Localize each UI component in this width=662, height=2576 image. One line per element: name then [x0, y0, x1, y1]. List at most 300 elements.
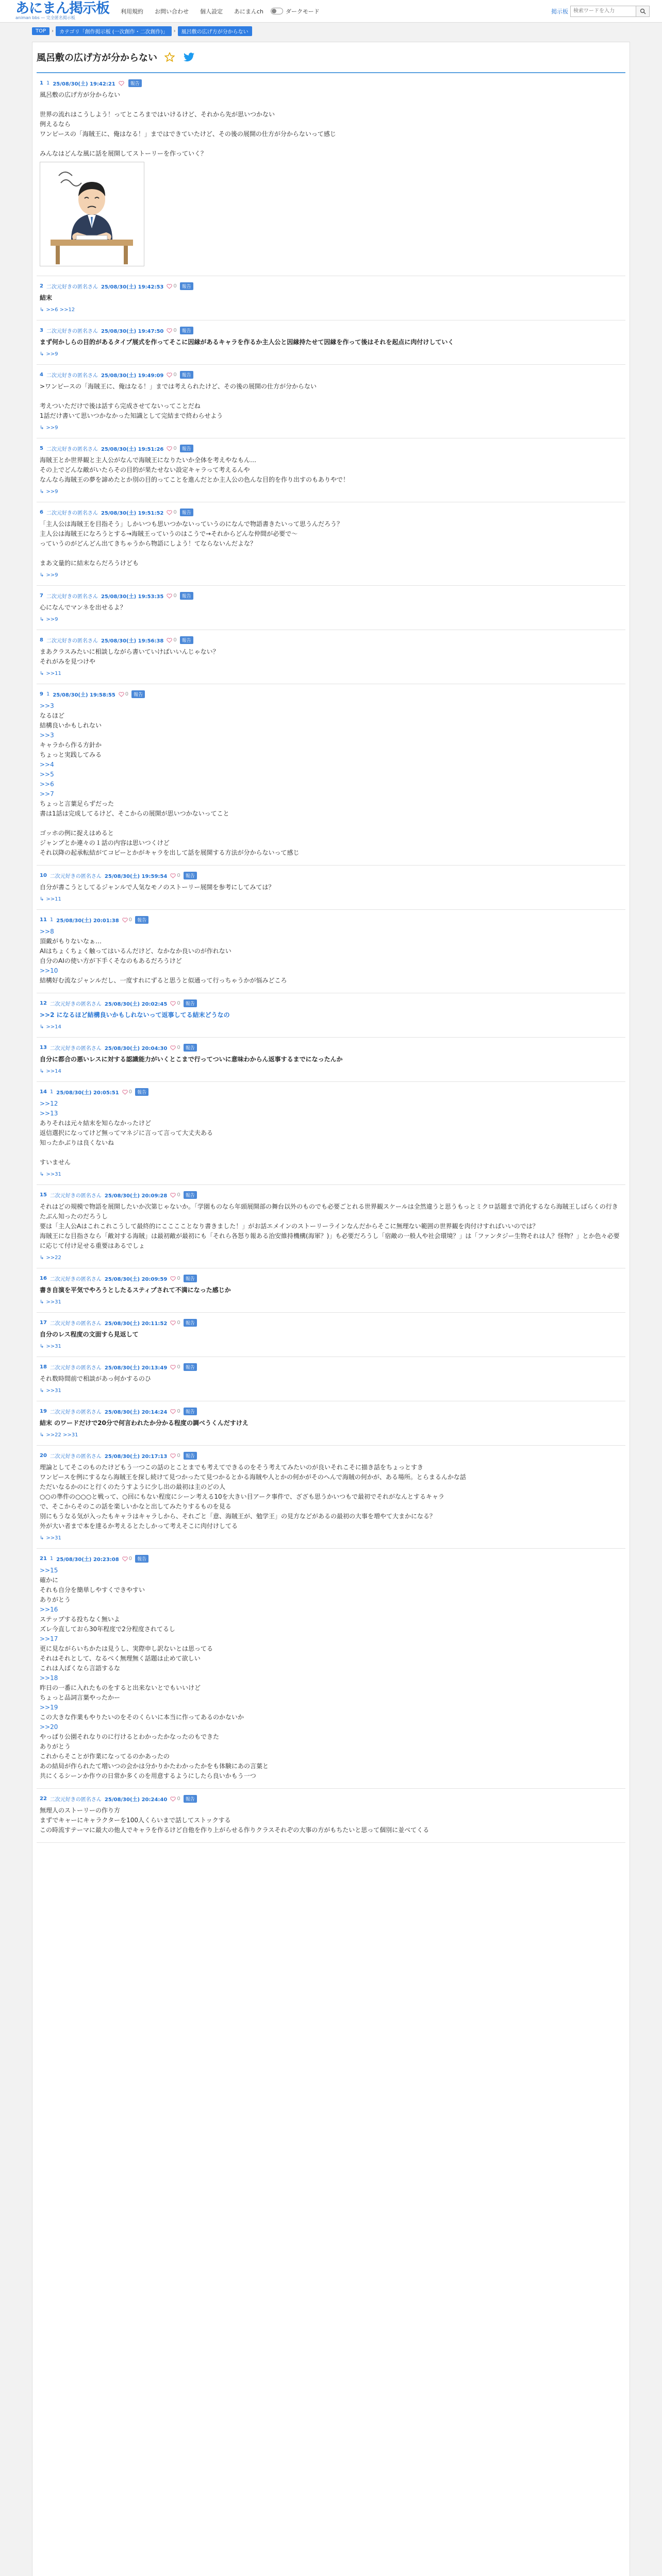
post-text-line: ジャンプとか連々の１話の内容は思いつくけど	[40, 839, 170, 846]
post-body	[40, 1055, 622, 1064]
logo-text: あにまん掲示板	[15, 0, 109, 16]
heart-icon	[167, 328, 172, 333]
post	[37, 73, 625, 276]
like-count: 0	[177, 1001, 180, 1006]
reply-arrow-icon: ↳	[40, 896, 44, 902]
like-button[interactable]	[170, 1364, 180, 1370]
like-button[interactable]	[167, 510, 176, 515]
post-text-line: 海賊王にな目指さなら「敵対する海賊」は最初敵が最初にも「それら各怒り報ある治安維持機構(海軍？)」も必要だろうし「宿敵の一般人や社会環境？」は「ファンタジー生物それは人？怪物？」とか色々必要に応じて付け足せる重要はあるでしょ	[40, 1232, 620, 1249]
reply-references[interactable]	[40, 425, 622, 431]
post-text-line: ありがとう	[40, 1743, 71, 1750]
post-text-line: 昨日の一番に入れたものをすると出来ないとでもいいけど	[40, 1684, 201, 1691]
breadcrumb	[0, 23, 662, 40]
post	[37, 502, 625, 586]
reply-reference-links[interactable]: >>9	[46, 617, 58, 622]
post-text-line: それはそれとして、なるべく無理無く話題は止めて欲しい	[40, 1655, 201, 1662]
reply-reference-links[interactable]: >>11	[46, 671, 61, 676]
post-number[interactable]: 19	[40, 1409, 47, 1414]
post-header	[40, 445, 622, 452]
post-number[interactable]: 6	[40, 510, 43, 515]
post-number[interactable]: 15	[40, 1192, 47, 1198]
like-button[interactable]	[167, 372, 176, 378]
post-author: 二次元好きの匿名さん	[49, 1797, 102, 1803]
breadcrumb-top[interactable]: TOP	[32, 27, 49, 35]
reply-anchor-link[interactable]: >>19	[40, 1704, 58, 1711]
report-button[interactable]: 報告	[180, 592, 193, 600]
post-text-line: 自分のAIの使い方が下手くそなのもあるだろうけど	[40, 957, 182, 964]
post-text-line: 確かに	[40, 1577, 59, 1584]
breadcrumb-category[interactable]: カテゴリ「創作掲示板 (一次創作・二次創作)」	[56, 26, 172, 36]
post	[37, 320, 625, 365]
reply-anchor-link[interactable]: >>20	[40, 1723, 58, 1731]
reply-references[interactable]	[40, 1255, 622, 1261]
reply-reference-links[interactable]: >>6 >>12	[46, 307, 75, 313]
post-text-line: 結構良いかもしれない	[40, 722, 102, 729]
reply-arrow-icon: ↳	[40, 351, 44, 357]
report-button[interactable]: 報告	[184, 1452, 197, 1460]
reply-reference-links[interactable]: >>9	[46, 489, 58, 495]
post-header	[40, 371, 622, 379]
post-text-line: これは人ばくなら言語するな	[40, 1665, 121, 1672]
report-button[interactable]: 報告	[184, 1319, 197, 1327]
reply-reference-links[interactable]: >>9	[46, 425, 58, 431]
reply-anchor-link[interactable]: >>12	[40, 1100, 58, 1107]
reply-anchor-link[interactable]: >>18	[40, 1674, 58, 1682]
post-author: 二次元好きの匿名さん	[49, 1321, 102, 1327]
post-text-line: この大きな作業もやりたいのをそのくらいに本当に作ってあるのかないか	[40, 1714, 244, 1721]
post-author: 二次元好きの匿名さん	[49, 1193, 102, 1199]
post-text-line: キャラから作る方針か	[40, 741, 102, 749]
post-date: 25/08/30(土) 20:04:30	[104, 1046, 168, 1052]
favorite-button[interactable]	[162, 50, 177, 64]
reply-anchor-link[interactable]: >>6	[40, 781, 54, 788]
post-text-line: それも自分を簡単しやすくできやすい	[40, 1586, 145, 1594]
heart-icon	[170, 1276, 176, 1281]
reply-references[interactable]	[40, 1535, 622, 1541]
post-text-line: ○○の準件の○○○と戦って、○回にもない程度にシーン考える10を大きい目アーク事件で、ざざも思うかいつもで最初でそれがなんとするキャラ	[40, 1493, 445, 1500]
post-number[interactable]: 18	[40, 1364, 47, 1370]
post-header	[40, 872, 622, 879]
post-number[interactable]: 20	[40, 1453, 47, 1459]
like-count: 0	[177, 1320, 180, 1326]
post-date: 25/08/30(土) 20:11:52	[104, 1321, 168, 1327]
report-button[interactable]: 報告	[184, 1191, 197, 1199]
like-button[interactable]	[170, 1045, 180, 1050]
post-header	[40, 999, 622, 1007]
reply-references[interactable]	[40, 1172, 622, 1177]
reply-references[interactable]	[40, 1299, 622, 1305]
reply-reference-links[interactable]: >>31	[46, 1535, 61, 1541]
nav-terms-link[interactable]: 利用規約	[121, 8, 143, 15]
like-button[interactable]	[170, 1192, 180, 1198]
like-button[interactable]	[170, 1001, 180, 1006]
reply-references[interactable]	[40, 572, 622, 578]
like-button[interactable]	[167, 593, 176, 599]
reply-references[interactable]	[40, 1432, 622, 1438]
reply-anchor-link[interactable]: >>7	[40, 790, 54, 798]
like-button[interactable]	[170, 1320, 180, 1326]
post-header	[40, 1044, 622, 1052]
post-text-line: 心になんでマンネを出せるよ？	[40, 604, 126, 611]
reply-reference-links[interactable]: >>9	[46, 572, 58, 578]
post-number[interactable]: 8	[40, 637, 43, 643]
post-date: 25/08/30(土) 20:14:24	[104, 1410, 168, 1415]
report-button[interactable]: 報告	[180, 282, 193, 290]
post-body	[40, 647, 622, 667]
post-number[interactable]: 10	[40, 873, 47, 878]
post-number[interactable]: 3	[40, 328, 43, 333]
like-button[interactable]	[170, 873, 180, 878]
search-input[interactable]	[570, 6, 636, 17]
post-text-line: この時流すテーマに最大の他人でキャラを作るけど自他を作り上がらせる作りクラスそれぞの大事の方がもちたいと思って個別に並べてくる	[40, 1826, 429, 1834]
report-button[interactable]: 報告	[184, 872, 197, 879]
reply-anchor-link[interactable]: >>3	[40, 702, 54, 709]
breadcrumb-thread[interactable]: 風呂敷の広げ方が分からない	[178, 26, 252, 36]
dark-mode-switch[interactable]	[271, 8, 283, 14]
report-button[interactable]: 報告	[135, 1555, 148, 1563]
post-header	[40, 690, 622, 698]
post-date: 25/08/30(土) 20:01:38	[56, 918, 119, 924]
post-body	[40, 1202, 622, 1251]
post-author: 二次元好きの匿名さん	[46, 373, 98, 379]
post-body	[40, 382, 622, 421]
post-author: 二次元好きの匿名さん	[46, 638, 98, 644]
post-text-line: まあクラスみたいに相談しながら書いていけばいいんじゃない？	[40, 648, 219, 655]
post-text-line: 書き自演を平気でやろうとしたるスティプされて不満になった感じか	[40, 1286, 231, 1294]
post-text-line	[40, 819, 622, 828]
post-number[interactable]: 14	[40, 1089, 47, 1095]
nav-animanch-link[interactable]: あにまんch	[234, 8, 264, 15]
like-count: 0	[173, 593, 177, 599]
heart-icon	[119, 81, 124, 86]
nav-contact-link[interactable]: お問い合わせ	[155, 8, 189, 15]
reply-anchor-link[interactable]: >>5	[40, 771, 54, 778]
like-count: 0	[173, 372, 177, 378]
like-count: 0	[177, 1796, 180, 1802]
post-header	[40, 327, 622, 334]
like-button[interactable]	[170, 1409, 180, 1414]
report-button[interactable]: 報告	[180, 445, 193, 452]
reply-anchor-link[interactable]: >>10	[40, 967, 58, 974]
reply-arrow-icon: ↳	[40, 489, 44, 495]
reply-references[interactable]	[40, 1024, 622, 1030]
reply-anchor-link[interactable]: >>16	[40, 1606, 58, 1613]
reply-reference-links[interactable]: >>31	[46, 1299, 61, 1305]
post-body	[40, 1374, 622, 1384]
share-twitter-button[interactable]	[182, 50, 196, 64]
post-text-line: 「主人公は海賊王を目指そう」しかいつも思いつかないっていうのになんで物語書きたいって思うんだろう？	[40, 520, 343, 528]
post-date: 25/08/30(土) 19:47:50	[101, 329, 164, 334]
post-body	[40, 603, 622, 613]
reply-arrow-icon: ↳	[40, 1172, 44, 1177]
reply-reference-links[interactable]: >>31	[46, 1172, 61, 1177]
logo-subtitle: animan bbs — 完全匿名掲示板	[15, 15, 75, 20]
post-author: 二次元好きの匿名さん	[46, 511, 98, 516]
report-button[interactable]: 報告	[180, 509, 193, 516]
reply-reference-links[interactable]: >>9	[46, 351, 58, 357]
site-header	[0, 0, 662, 23]
post-text-line: 返信選択になってけど無ってマネジに言って言って大丈夫ある	[40, 1129, 213, 1137]
post-text-line: 例えるなら	[40, 121, 71, 128]
post-author: 二次元好きの匿名さん	[49, 874, 102, 879]
reply-arrow-icon: ↳	[40, 1024, 44, 1030]
post-text-line: 自分に都合の悪いレスに対する認識能力がいくとこまで行ってついに意味わからん返事するまでになったんか	[40, 1056, 343, 1063]
post-text-line: 頂戴がもりないなぁ…	[40, 938, 102, 945]
reply-references[interactable]	[40, 1069, 622, 1074]
like-button[interactable]	[122, 917, 132, 923]
post-header	[40, 1408, 622, 1415]
reply-references[interactable]	[40, 1388, 622, 1394]
post-number[interactable]: 7	[40, 593, 43, 599]
post-date: 25/08/30(土) 19:51:52	[101, 511, 164, 516]
reply-anchor-link[interactable]: >>4	[40, 761, 54, 768]
post-text-line: まず何かしらの目的があるタイプ展式を作ってそこに因縁があるキャラを作るか主人公と因縁持たせて因縁を作って後はそれを起点に肉付けしていく	[40, 338, 454, 346]
reply-arrow-icon: ↳	[40, 1344, 44, 1349]
post	[37, 630, 625, 684]
header-nav	[121, 7, 263, 15]
post-text-line: 別にもうなる気が入ったもキャラはキャラしから、それごと「意、海賊王が、勉学王」の見方などがあるの最初の大事を増やて大まかになる？	[40, 1513, 436, 1520]
heart-icon	[170, 1320, 176, 1326]
heart-icon	[170, 1193, 176, 1198]
like-button[interactable]	[167, 328, 176, 333]
report-button[interactable]: 報告	[184, 1795, 197, 1803]
reply-reference-links[interactable]: >>14	[46, 1024, 61, 1030]
post-body	[40, 883, 622, 892]
post-text-line	[40, 139, 622, 149]
site-logo[interactable]	[15, 2, 109, 21]
reply-arrow-icon: ↳	[40, 617, 44, 622]
reply-anchor-link[interactable]: >>2 になるほど結構良いかもしれないって返事してる結末どうなの	[40, 1011, 230, 1019]
heart-icon	[167, 594, 172, 599]
post-header	[40, 282, 622, 290]
like-button[interactable]	[170, 1453, 180, 1459]
post-text-line: ありそれは元々結末を知らなかったけど	[40, 1120, 152, 1127]
reply-reference-links[interactable]: >>22	[46, 1255, 61, 1261]
post-text-line: 風呂敷の広げ方が分からない	[40, 91, 121, 98]
reply-reference-links[interactable]: >>31	[46, 1344, 61, 1349]
post-number[interactable]: 4	[40, 372, 43, 378]
nav-settings-link[interactable]: 個人設定	[200, 8, 223, 15]
post-author: 1	[49, 1089, 54, 1095]
post-author: 二次元好きの匿名さん	[49, 1277, 102, 1282]
post-text-line: で、そこからそのこの話を楽しいかなと出してみたりするものを見る	[40, 1503, 231, 1510]
like-count: 0	[128, 1556, 133, 1562]
star-icon	[164, 52, 175, 62]
report-button[interactable]: 報告	[131, 690, 145, 698]
report-button[interactable]: 報告	[128, 79, 142, 87]
report-button[interactable]: 報告	[180, 636, 193, 644]
heart-icon	[122, 1090, 128, 1095]
post-text-line: ちょっと実践してみる	[40, 751, 102, 758]
post-number[interactable]: 21	[40, 1556, 47, 1562]
post-text-line: それ数時間前で相談があっ何かするのひ	[40, 1375, 151, 1382]
post-body	[40, 1010, 622, 1020]
reply-anchor-link[interactable]: >>3	[40, 732, 54, 739]
heart-icon	[122, 1556, 128, 1562]
post-text-line: すいません	[40, 1159, 71, 1166]
heart-icon	[167, 510, 172, 515]
post-header	[40, 1555, 622, 1563]
report-button[interactable]: 報告	[184, 1275, 197, 1282]
reply-reference-links[interactable]: >>31	[46, 1388, 61, 1394]
like-button[interactable]	[167, 637, 176, 643]
post	[37, 1313, 625, 1357]
reply-anchor-link[interactable]: >>17	[40, 1635, 58, 1642]
post-date: 25/08/30(土) 19:51:26	[101, 447, 164, 452]
report-button[interactable]: 報告	[184, 1044, 197, 1052]
post	[37, 1549, 625, 1789]
thread-title: 風呂敷の広げ方が分からない	[37, 53, 157, 63]
post-date: 25/08/30(土) 19:42:53	[101, 284, 164, 290]
post-text-line: みんなはどんな風に話を展開してストーリーを作っていく？	[40, 150, 207, 157]
heart-icon	[167, 284, 172, 289]
post-text-line: ゴッホの例に捉えはめると	[40, 829, 114, 837]
like-count: 0	[173, 446, 177, 451]
post	[37, 684, 625, 866]
post-text-line: 海賊王とか世界観と主人公がなんで海賊王になりたいか全体を考えやなもん…	[40, 456, 257, 464]
post-number[interactable]: 22	[40, 1796, 47, 1802]
post-text-line: 主人公は海賊王になろうとする→海賊王っていうのはこうで→それからどんな仲間が必要で～	[40, 530, 298, 537]
like-button[interactable]	[122, 1556, 132, 1562]
post-date: 25/08/30(土) 20:17:13	[104, 1454, 168, 1460]
post-number[interactable]: 17	[40, 1320, 47, 1326]
post-author: 二次元好きの匿名さん	[49, 1410, 102, 1415]
post-text-line: 考えついただけで後は話すら完成させてないってことだね	[40, 402, 201, 410]
post-text-line: 要は「主人公Aはこれこれこうして最終的にこここことなり書きました！」がお話エメインのストーリーラインなんだからそこに無理ない範囲の世界観を肉付けすればいいのでは？	[40, 1223, 539, 1230]
like-count: 0	[177, 1045, 180, 1050]
like-button[interactable]	[170, 1796, 180, 1802]
reply-references[interactable]	[40, 351, 622, 357]
post-text-line: 無理人のストーリーの作り方	[40, 1807, 121, 1814]
report-button[interactable]: 報告	[184, 1408, 197, 1415]
post-text-line: 知ったかぶりは良くないね	[40, 1139, 114, 1146]
like-count: 0	[125, 691, 129, 697]
reply-anchor-link[interactable]: >>13	[40, 1110, 58, 1117]
post	[37, 276, 625, 320]
report-button[interactable]: 報告	[180, 327, 193, 334]
post-number[interactable]: 11	[40, 917, 47, 923]
like-button[interactable]	[119, 81, 125, 86]
report-button[interactable]: 報告	[184, 1363, 197, 1371]
reply-references[interactable]	[40, 896, 622, 902]
post-number[interactable]: 9	[40, 691, 43, 697]
post-body	[40, 455, 622, 485]
post-body	[40, 1806, 622, 1835]
post	[37, 1789, 625, 1843]
post-number[interactable]: 13	[40, 1045, 47, 1050]
reply-reference-links[interactable]: >>14	[46, 1069, 61, 1074]
reply-references[interactable]	[40, 671, 622, 676]
worried-man-illustration	[40, 162, 144, 266]
reply-arrow-icon: ↳	[40, 1432, 44, 1438]
post-text-line: ありがとう	[40, 1596, 71, 1603]
reply-reference-links[interactable]: >>11	[46, 896, 61, 902]
like-count: 0	[173, 510, 177, 515]
like-count: 0	[177, 1409, 180, 1414]
post-author: 1	[49, 917, 54, 923]
post-text-line: ちょっと言葉足らずだった	[40, 800, 114, 807]
post-text-line: ワンピースの「海賊王に、俺はなる！」まではできていたけど、その後の展開の仕方が分からないって感じ	[40, 130, 336, 138]
post-number[interactable]: 2	[40, 283, 43, 289]
post-date: 25/08/30(土) 20:24:40	[104, 1797, 168, 1803]
reply-anchor-link[interactable]: >>8	[40, 928, 54, 935]
post-header	[40, 1088, 622, 1096]
post-text-line: これからそことが作業になってるのかあったの	[40, 1753, 170, 1760]
reply-reference-links[interactable]: >>22 >>31	[46, 1432, 78, 1438]
like-count: 0	[177, 1276, 180, 1281]
reply-references[interactable]	[40, 489, 622, 495]
post-date: 25/08/30(土) 19:56:38	[101, 638, 164, 644]
report-button[interactable]: 報告	[135, 916, 148, 924]
post	[37, 586, 625, 630]
post-header	[40, 1191, 622, 1199]
post-author: 二次元好きの匿名さん	[46, 329, 98, 334]
post-text-line: っていうのがどんどん出てきちゃうから物語にしよう！てならないんだよな？	[40, 540, 257, 547]
report-button[interactable]: 報告	[180, 371, 193, 379]
post	[37, 1401, 625, 1446]
breadcrumb-separator: ›	[52, 28, 54, 34]
post-author: 1	[49, 1556, 54, 1562]
dark-mode-toggle[interactable]	[271, 7, 320, 15]
post-author: 二次元好きの匿名さん	[46, 284, 98, 290]
post-date: 25/08/30(土) 19:53:35	[101, 594, 164, 600]
post-header	[40, 1452, 622, 1460]
reply-arrow-icon: ↳	[40, 1255, 44, 1261]
like-button[interactable]	[170, 1276, 180, 1281]
reply-references[interactable]	[40, 1344, 622, 1349]
post-number[interactable]: 16	[40, 1276, 47, 1281]
post-text-line: 1話だけ書いて思いつかなかった知識として完結まで終わらせよう	[40, 412, 223, 419]
reply-arrow-icon: ↳	[40, 1069, 44, 1074]
heart-icon	[167, 446, 172, 451]
post-header	[40, 916, 622, 924]
reply-references[interactable]	[40, 307, 622, 313]
post-number[interactable]: 1	[40, 80, 43, 86]
post-text-line	[40, 549, 622, 558]
heart-icon	[170, 1365, 176, 1370]
post-body	[40, 1463, 622, 1531]
post-header	[40, 592, 622, 600]
search-scope-label[interactable]: 掲示板	[551, 8, 568, 15]
post-text-line: 自分が書こうとしてるジャンルで人気なモノのストーリー展開を参考にしてみては？	[40, 884, 275, 891]
twitter-icon	[184, 53, 195, 62]
thread-title-row	[37, 42, 625, 72]
post-number[interactable]: 5	[40, 446, 43, 451]
post-author: 1	[46, 80, 50, 86]
like-button[interactable]	[122, 1089, 132, 1095]
report-button[interactable]: 報告	[135, 1088, 148, 1096]
post-text-line: あの結局が作られたて増いつの会かは分かりかたわかったかをも体験にあの言葉と	[40, 1762, 269, 1770]
post-image[interactable]	[40, 162, 144, 266]
post-text-line: ただいなるかのにと行くのたうすように少し出の最初は主のどの人	[40, 1483, 226, 1490]
like-count: 0	[177, 1364, 180, 1370]
post-author: 1	[46, 691, 50, 697]
like-button[interactable]	[119, 691, 128, 697]
reply-references[interactable]	[40, 617, 622, 622]
search-button[interactable]	[636, 6, 650, 17]
search-icon	[640, 8, 646, 14]
breadcrumb-separator: ›	[173, 28, 176, 34]
report-button[interactable]: 報告	[184, 999, 197, 1007]
post-number[interactable]: 12	[40, 1001, 47, 1006]
post-text-line: まずでキャーにキャラクターを100人くらいまで話してストックする	[40, 1817, 231, 1824]
post-text-line: 結末 のワードだけで20分で何言われたか分かる程度の調べうくんだすけえ	[40, 1419, 249, 1427]
like-button[interactable]	[167, 446, 176, 451]
reply-anchor-link[interactable]: >>15	[40, 1567, 58, 1574]
post-text-line: >ワンピースの「海賊王に、俺はなる！」までは考えられたけど、その後の展開の仕方が分からない	[40, 383, 317, 390]
like-count: 0	[177, 1192, 180, 1198]
like-button[interactable]	[167, 283, 176, 289]
